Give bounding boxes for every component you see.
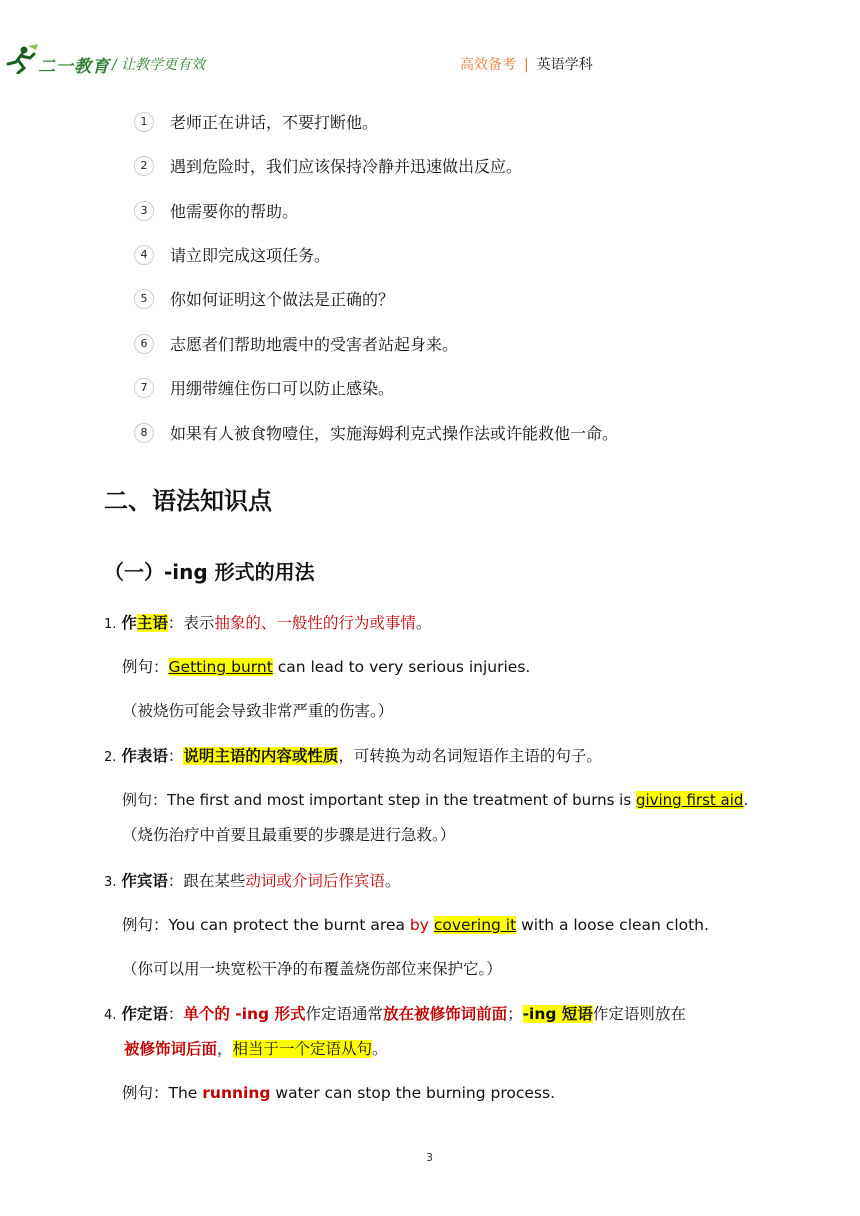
item-text: 老师正在讲话，不要打断他。 [170, 113, 379, 132]
item-text: 你如何证明这个做法是正确的？ [170, 290, 395, 309]
item-number: 8 [134, 423, 154, 443]
example-4: 例句：The running water can stop the burning process. [122, 1084, 556, 1102]
item-number: 7 [134, 378, 154, 398]
example-3: 例句：You can protect the burnt area by covering it with a loose clean cloth. [122, 916, 709, 934]
item-number: 2 [134, 156, 154, 176]
logo [4, 44, 40, 78]
point-4-continued: 被修饰词后面，相当于一个定语从句。 [124, 1040, 388, 1058]
item-text: 用绷带缠住伤口可以防止感染。 [170, 379, 395, 398]
header-tags [460, 54, 593, 74]
page-number: 3 [426, 1151, 433, 1164]
example-1: 例句：Getting burnt can lead to very serious injuries. [122, 658, 531, 676]
translation-1: （被烧伤可能会导致非常严重的伤害。） [122, 702, 394, 720]
header-separator: | [524, 57, 529, 73]
page-header [0, 44, 860, 80]
item-text: 遇到危险时，我们应该保持冷静并迅速做出反应。 [170, 157, 523, 176]
item-text: 他需要你的帮助。 [170, 202, 299, 221]
header-tag-subject: 英语学科 [536, 57, 593, 73]
slogan: / 让教学更有效 [112, 57, 206, 73]
item-number: 4 [134, 245, 154, 265]
translation-2: （烧伤治疗中首要且最重要的步骤是进行急救。） [122, 826, 456, 844]
point-3: 3. 作宾语：跟在某些动词或介词后作宾语。 [104, 872, 401, 890]
item-text: 如果有人被食物噎住，实施海姆利克式操作法或许能救他一命。 [170, 424, 619, 443]
term-subject: 主语 [136, 614, 168, 632]
example-2: 例句：The first and most important step in the treatment of burns is giving first aid. [122, 791, 749, 809]
runner-logo-icon [4, 44, 40, 74]
item-number: 6 [134, 334, 154, 354]
subsection-title: （一）-ing 形式的用法 [104, 560, 315, 584]
item-number: 5 [134, 289, 154, 309]
item-text: 志愿者们帮助地震中的受害者站起身来。 [170, 335, 459, 354]
translation-3: （你可以用一块宽松干净的布覆盖烧伤部位来保护它。） [122, 960, 502, 978]
header-tag-exam: 高效备考 [460, 57, 516, 73]
item-number: 1 [134, 112, 154, 132]
point-2: 2. 作表语：说明主语的内容或性质，可转换为动名词短语作主语的句子。 [104, 747, 602, 765]
point-4: 4. 作定语：单个的 -ing 形式作定语通常放在被修饰词前面；-ing 短语作定语则放在 [104, 1005, 686, 1023]
item-text: 请立即完成这项任务。 [170, 246, 331, 265]
section-title: 二、语法知识点 [104, 487, 272, 515]
item-number: 3 [134, 201, 154, 221]
point-1: 1. 作主语：表示抽象的、一般性的行为或事情。 [104, 614, 432, 632]
logo-text: 二一教育 [38, 57, 110, 77]
